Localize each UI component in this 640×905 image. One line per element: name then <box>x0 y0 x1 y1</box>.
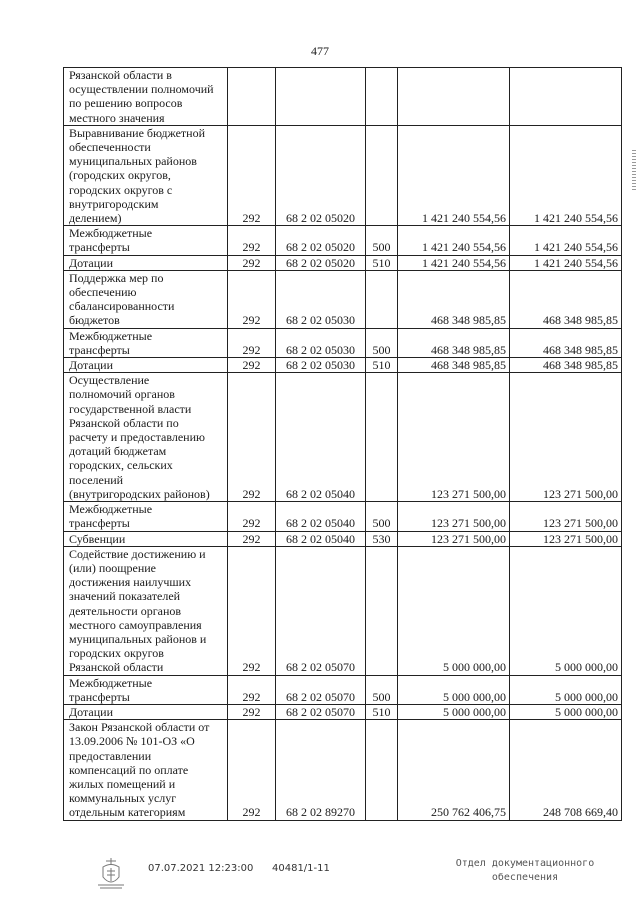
footer-doc-number: 40481/1-11 <box>272 863 330 874</box>
expense-type <box>366 546 398 675</box>
row-name <box>64 675 228 704</box>
row-name-line: Межбюджетные <box>69 502 153 517</box>
ministry-code: 292 <box>228 373 276 502</box>
amount-1: 5 000 000,00 <box>398 675 510 704</box>
row-name <box>64 546 228 675</box>
row-name-line: трансферты <box>69 240 130 255</box>
row-name-line: обеспечению <box>69 285 137 300</box>
row-name-line: 13.09.2006 № 101-ОЗ «О <box>69 734 195 749</box>
row-name-line: трансферты <box>69 516 130 531</box>
row-name-line: жилых помещений и <box>69 776 176 791</box>
amount-1: 123 271 500,00 <box>398 373 510 502</box>
expense-type: 510 <box>366 704 398 719</box>
amount-1: 5 000 000,00 <box>398 704 510 719</box>
row-name-line: делением) <box>69 211 122 226</box>
row-name-line: полномочий органов <box>69 387 175 402</box>
amount-1: 1 421 240 554,56 <box>398 255 510 270</box>
ministry-code: 292 <box>228 328 276 357</box>
table-row <box>64 358 622 373</box>
expense-type <box>366 68 398 126</box>
amount-2 <box>510 68 622 126</box>
row-name <box>64 68 228 126</box>
row-name <box>64 125 228 225</box>
row-name <box>64 502 228 531</box>
row-name-line: коммунальных услуг <box>69 791 177 806</box>
amount-1: 1 421 240 554,56 <box>398 226 510 255</box>
row-name <box>64 531 228 546</box>
ministry-code: 292 <box>228 546 276 675</box>
row-name-line: городских округов <box>69 646 164 661</box>
amount-2: 468 348 985,85 <box>510 328 622 357</box>
row-name-line: значений показателей <box>69 589 181 604</box>
row-name-line: Содействие достижению и <box>69 546 206 561</box>
row-name <box>64 704 228 719</box>
row-name-line: расчету и предоставлению <box>69 430 205 445</box>
row-name-line: государственной власти <box>69 401 192 416</box>
expense-type: 530 <box>366 531 398 546</box>
row-name-line: Рязанской области <box>69 660 164 675</box>
row-name-line: внутригородским <box>69 196 159 211</box>
row-name-line: трансферты <box>69 342 130 357</box>
row-name-line: Дотации <box>69 358 114 373</box>
row-name-line: предоставлении <box>69 748 152 763</box>
coat-of-arms-icon <box>94 855 128 891</box>
table-row <box>64 68 622 126</box>
amount-2: 468 348 985,85 <box>510 358 622 373</box>
expense-type <box>366 720 398 820</box>
ministry-code: 292 <box>228 720 276 820</box>
amount-1: 468 348 985,85 <box>398 358 510 373</box>
row-name-line: (городских округов, <box>69 168 171 183</box>
ministry-code: 292 <box>228 125 276 225</box>
row-name-line: Дотации <box>69 255 114 270</box>
row-name-line: компенсаций по оплате <box>69 762 189 777</box>
expense-type: 500 <box>366 502 398 531</box>
row-name <box>64 255 228 270</box>
section-code: 68 2 02 05020 <box>276 226 366 255</box>
ministry-code: 292 <box>228 358 276 373</box>
table-row <box>64 704 622 719</box>
section-code: 68 2 02 05030 <box>276 328 366 357</box>
ministry-code: 292 <box>228 270 276 328</box>
table-row <box>64 373 622 502</box>
table-row <box>64 255 622 270</box>
table-row <box>64 125 622 225</box>
section-code: 68 2 02 05040 <box>276 531 366 546</box>
amount-2: 123 271 500,00 <box>510 373 622 502</box>
amount-2: 1 421 240 554,56 <box>510 226 622 255</box>
ministry-code: 292 <box>228 502 276 531</box>
ministry-code: 292 <box>228 255 276 270</box>
row-name-line: Поддержка мер по <box>69 270 164 285</box>
scan-edge-mark <box>632 150 636 190</box>
row-name-line: отдельным категориям <box>69 805 186 820</box>
table-row <box>64 720 622 820</box>
expense-type: 500 <box>366 226 398 255</box>
expense-type: 500 <box>366 328 398 357</box>
row-name-line: Рязанской области по <box>69 415 179 430</box>
row-name-line: сбалансированности <box>69 299 175 314</box>
row-name-line: бюджетов <box>69 313 120 328</box>
section-code: 68 2 02 05070 <box>276 546 366 675</box>
amount-1: 123 271 500,00 <box>398 502 510 531</box>
section-code: 68 2 02 05040 <box>276 373 366 502</box>
ministry-code <box>228 68 276 126</box>
ministry-code: 292 <box>228 675 276 704</box>
expense-type <box>366 373 398 502</box>
amount-2: 468 348 985,85 <box>510 270 622 328</box>
section-code: 68 2 02 05020 <box>276 125 366 225</box>
row-name-line: Межбюджетные <box>69 226 153 241</box>
amount-2: 5 000 000,00 <box>510 546 622 675</box>
row-name-line: дотаций бюджетам <box>69 444 167 459</box>
row-name <box>64 720 228 820</box>
row-name-line: обеспеченности <box>69 140 151 155</box>
amount-2: 1 421 240 554,56 <box>510 255 622 270</box>
row-name-line: деятельности органов <box>69 603 182 618</box>
table-row <box>64 531 622 546</box>
section-code: 68 2 02 05070 <box>276 675 366 704</box>
row-name-line: Закон Рязанской области от <box>69 720 210 735</box>
row-name-line: по решению вопросов <box>69 96 183 111</box>
amount-2: 5 000 000,00 <box>510 675 622 704</box>
table-row <box>64 675 622 704</box>
row-name-line: достижения наилучших <box>69 575 192 590</box>
row-name-line: муниципальных районов <box>69 154 197 169</box>
section-code <box>276 68 366 126</box>
row-name-line: Осуществление <box>69 373 150 388</box>
row-name-line: Выравнивание бюджетной <box>69 125 206 140</box>
expense-type <box>366 125 398 225</box>
row-name-line: муниципальных районов и <box>69 631 207 646</box>
row-name-line: Дотации <box>69 704 114 719</box>
row-name-line: (или) поощрение <box>69 560 156 575</box>
row-name <box>64 226 228 255</box>
amount-2: 5 000 000,00 <box>510 704 622 719</box>
amount-1: 468 348 985,85 <box>398 328 510 357</box>
table-row <box>64 270 622 328</box>
page-footer <box>0 853 640 905</box>
row-name <box>64 270 228 328</box>
section-code: 68 2 02 05020 <box>276 255 366 270</box>
section-code: 68 2 02 05030 <box>276 270 366 328</box>
row-name-line: осуществлении полномочий <box>69 82 214 97</box>
row-name-line: поселений <box>69 472 124 487</box>
expense-type: 510 <box>366 358 398 373</box>
footer-department-stamp <box>450 857 600 885</box>
row-name-line: Субвенции <box>69 531 126 546</box>
expense-type: 500 <box>366 675 398 704</box>
row-name-line: местного самоуправления <box>69 617 202 632</box>
amount-2: 123 271 500,00 <box>510 531 622 546</box>
ministry-code: 292 <box>228 704 276 719</box>
budget-table <box>63 67 622 821</box>
footer-department-line: Отдел документационного <box>455 858 595 869</box>
row-name <box>64 358 228 373</box>
table-row <box>64 328 622 357</box>
amount-1 <box>398 68 510 126</box>
expense-type: 510 <box>366 255 398 270</box>
footer-date: 07.07.2021 12:23:00 <box>148 863 254 874</box>
section-code: 68 2 02 89270 <box>276 720 366 820</box>
row-name-line: трансферты <box>69 689 130 704</box>
table-row <box>64 502 622 531</box>
amount-1: 5 000 000,00 <box>398 546 510 675</box>
footer-department-line: обеспечения <box>491 872 559 883</box>
ministry-code: 292 <box>228 531 276 546</box>
section-code: 68 2 02 05040 <box>276 502 366 531</box>
row-name-line: Межбюджетные <box>69 675 153 690</box>
page-number: 477 <box>311 44 329 58</box>
amount-1: 123 271 500,00 <box>398 531 510 546</box>
amount-2: 1 421 240 554,56 <box>510 125 622 225</box>
section-code: 68 2 02 05070 <box>276 704 366 719</box>
table-row <box>64 546 622 675</box>
budget-table-body <box>64 68 622 821</box>
row-name-line: Рязанской области в <box>69 68 172 82</box>
table-row <box>64 226 622 255</box>
row-name-line: (внутригородских районов) <box>69 486 210 501</box>
amount-2: 248 708 669,40 <box>510 720 622 820</box>
ministry-code: 292 <box>228 226 276 255</box>
row-name <box>64 373 228 502</box>
amount-1: 468 348 985,85 <box>398 270 510 328</box>
amount-2: 123 271 500,00 <box>510 502 622 531</box>
row-name-line: местного значения <box>69 110 165 125</box>
row-name-line: Межбюджетные <box>69 328 153 343</box>
row-name-line: городских округов с <box>69 182 173 197</box>
row-name <box>64 328 228 357</box>
amount-1: 250 762 406,75 <box>398 720 510 820</box>
amount-1: 1 421 240 554,56 <box>398 125 510 225</box>
row-name-line: городских, сельских <box>69 458 173 473</box>
section-code: 68 2 02 05030 <box>276 358 366 373</box>
expense-type <box>366 270 398 328</box>
